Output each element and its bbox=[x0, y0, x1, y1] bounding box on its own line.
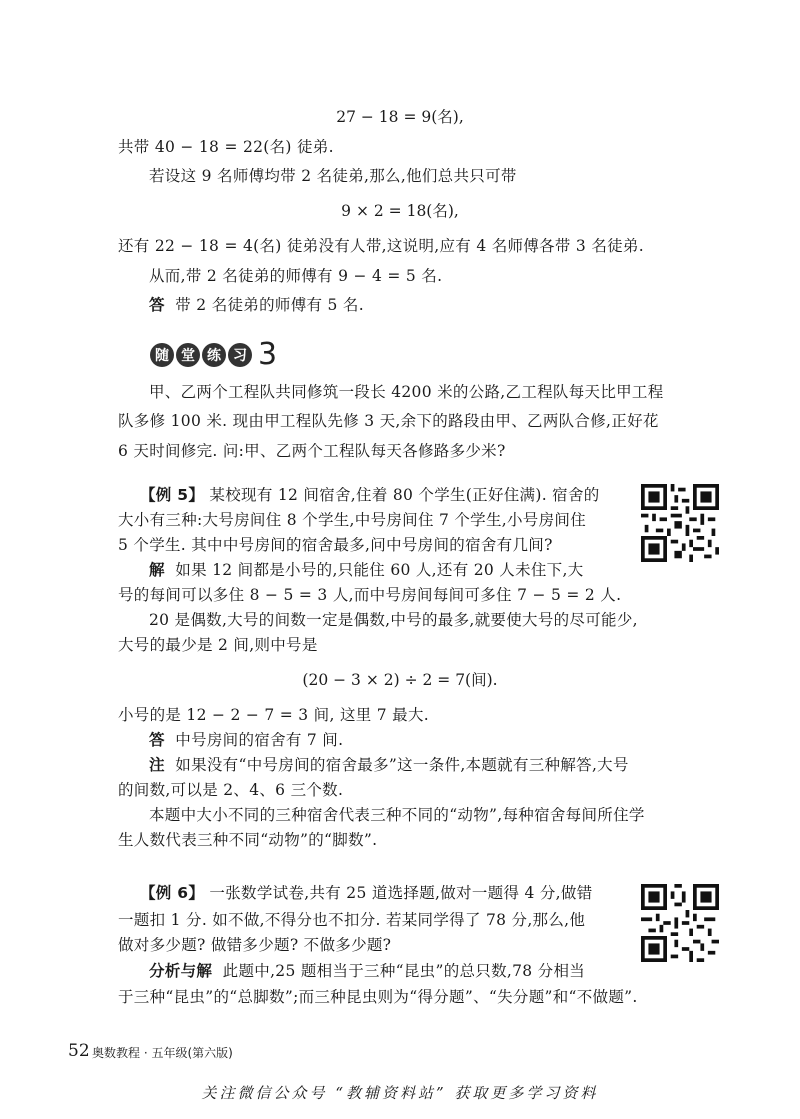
text-line: 大小有三种:大号房间住 8 个学生,中号房间住 7 个学生,小号房间住 bbox=[118, 511, 587, 529]
practice-line: 甲、乙两个工程队共同修筑一段长 4200 米的公路,乙工程队每天比甲工程 bbox=[149, 383, 664, 401]
page-number: 52 bbox=[68, 1041, 90, 1061]
text-line: 还有 22 − 18 = 4(名) 徒弟没有人带,这说明,应有 4 名师傅各带 3 名徒弟. bbox=[118, 237, 644, 255]
heading-char: 堂 bbox=[176, 343, 200, 367]
example-5-line: 【例 5】 某校现有 12 间宿舍,住着 80 个学生(正好住满). 宿舍的 bbox=[140, 486, 600, 504]
text-line: 共带 40 − 18 = 22(名) 徒弟. bbox=[118, 138, 334, 156]
practice-heading bbox=[150, 337, 278, 372]
analysis-label: 分析与解 bbox=[149, 962, 213, 980]
text-line: 小号的是 12 − 2 − 7 = 3 间, 这里 7 最大. bbox=[118, 706, 429, 724]
text-line: 20 是偶数,大号的间数一定是偶数,中号的最多,就要使大号的尽可能少, bbox=[149, 611, 638, 629]
text-line: 生人数代表三种不同“动物”的“脚数”. bbox=[118, 831, 378, 849]
example-6-line: 【例 6】 一张数学试卷,共有 25 道选择题,做对一题得 4 分,做错 bbox=[140, 884, 593, 902]
solution-line: 解 如果 12 间都是小号的,只能住 60 人,还有 20 人未住下,大 bbox=[149, 561, 584, 579]
text-line: 于三种“昆虫”的“总脚数”;而三种昆虫则为“得分题”、“失分题”和“不做题”. bbox=[118, 988, 638, 1006]
note-line: 注 如果没有“中号房间的宿舍最多”这一条件,本题就有三种解答,大号 bbox=[149, 756, 629, 774]
equation-1: 27 − 18 = 9(名), bbox=[336, 108, 464, 126]
qr-code-icon bbox=[641, 884, 719, 962]
book-title: 奥数教程 · 五年级(第六版) bbox=[92, 1046, 233, 1060]
answer-label: 答 bbox=[149, 296, 165, 314]
heading-char: 习 bbox=[228, 343, 252, 367]
answer-line: 答 中号房间的宿舍有 7 间. bbox=[149, 731, 344, 749]
text-line: 一题扣 1 分. 如不做,不得分也不扣分. 若某同学得了 78 分,那么,他 bbox=[118, 911, 586, 929]
practice-line: 6 天时间修完. 问:甲、乙两个工程队每天各修路多少米? bbox=[118, 442, 506, 460]
text-line: 号的每间可以多住 8 − 5 = 3 人,而中号房间每间可多住 7 − 5 = 2 人. bbox=[118, 586, 622, 604]
text-line: 若设这 9 名师傅均带 2 名徒弟,那么,他们总共只可带 bbox=[149, 167, 517, 185]
answer-text: 带 2 名徒弟的师傅有 5 名. bbox=[175, 296, 364, 314]
answer-label: 答 bbox=[149, 731, 165, 749]
text-line: 大号的最少是 2 间,则中号是 bbox=[118, 636, 318, 654]
solution-label: 解 bbox=[149, 561, 165, 579]
equation-3: (20 − 3 × 2) ÷ 2 = 7(间). bbox=[302, 671, 498, 689]
analysis-line: 分析与解 此题中,25 题相当于三种“昆虫”的总只数,78 分相当 bbox=[149, 962, 586, 980]
note-label: 注 bbox=[149, 756, 165, 774]
heading-char: 练 bbox=[202, 343, 226, 367]
text-line: 从而,带 2 名徒弟的师傅有 9 − 4 = 5 名. bbox=[149, 267, 443, 285]
text-line: 本题中大小不同的三种宿舍代表三种不同的“动物”,每种宿舍每间所住学 bbox=[149, 806, 645, 824]
qr-code-icon bbox=[641, 484, 719, 562]
text-line: 的间数,可以是 2、4、6 三个数. bbox=[118, 781, 344, 799]
answer-line bbox=[149, 295, 364, 315]
practice-line: 队多修 100 米. 现由甲工程队先修 3 天,余下的路段由甲、乙两队合修,正好花 bbox=[118, 412, 659, 430]
example-5-label: 【例 5】 bbox=[140, 486, 205, 504]
text-line: 做对多少题? 做错多少题? 不做多少题? bbox=[118, 936, 392, 954]
text-line: 5 个学生. 其中中号房间的宿舍最多,问中号房间的宿舍有几间? bbox=[118, 536, 553, 554]
watermark-text: 关注微信公众号 “教辅资料站” 获取更多学习资料 bbox=[201, 1084, 599, 1102]
practice-number: 3 bbox=[258, 337, 278, 372]
equation-2: 9 × 2 = 18(名), bbox=[341, 202, 459, 220]
example-6-label: 【例 6】 bbox=[140, 884, 205, 902]
heading-char: 随 bbox=[150, 343, 174, 367]
